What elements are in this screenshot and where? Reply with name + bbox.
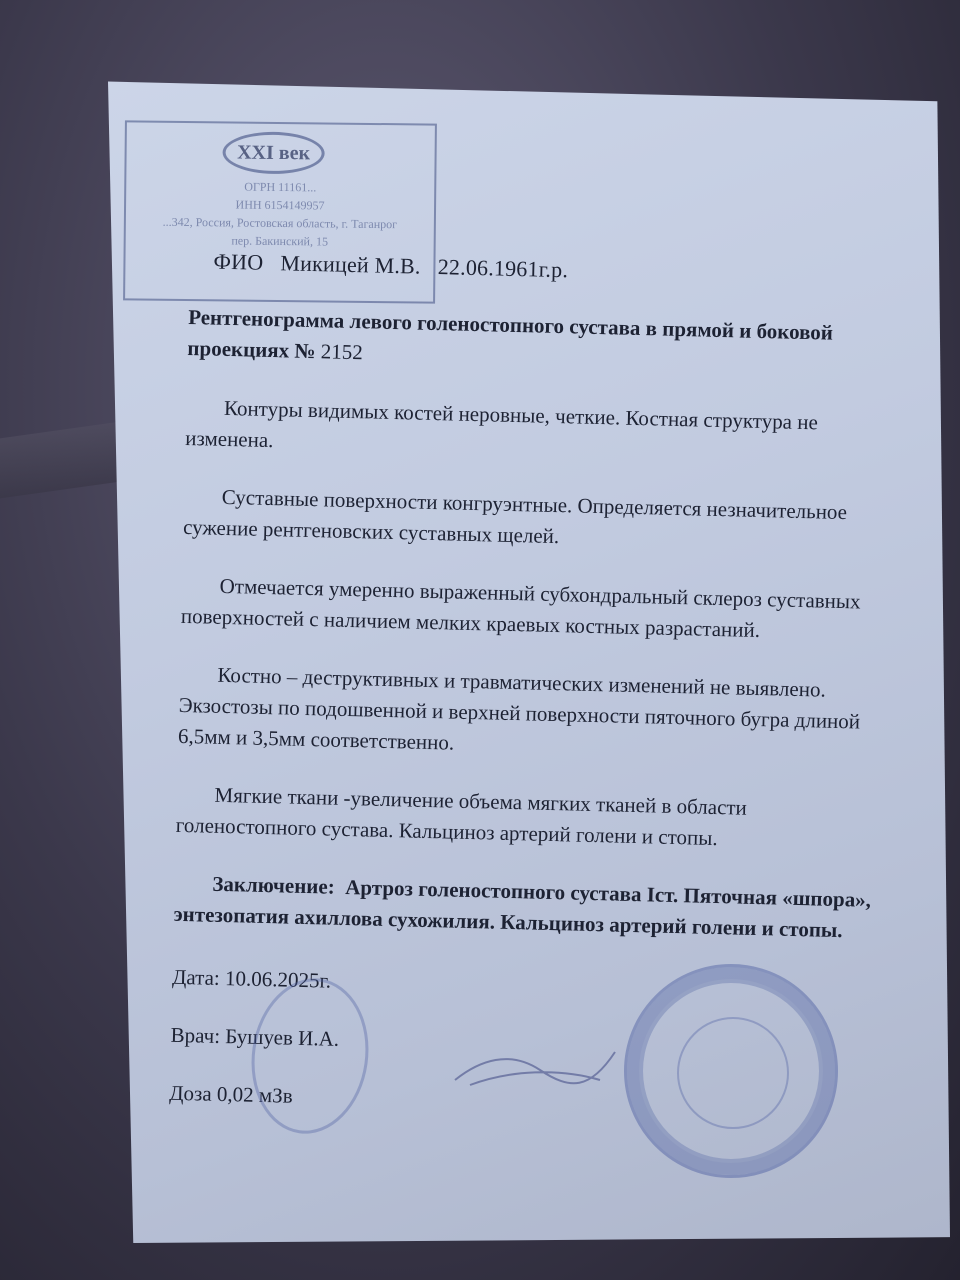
doctor-signature xyxy=(450,1040,620,1100)
stamp-line: пер. Бакинский, 15 xyxy=(231,233,329,249)
conclusion-label: Заключение: xyxy=(212,871,336,899)
conclusion xyxy=(173,868,874,947)
stamp-line: ...342, Россия, Ростовская область, г. Таганрог xyxy=(162,214,398,232)
patient-name: Микицей М.В. xyxy=(280,250,421,279)
study-title xyxy=(187,302,888,381)
finding-paragraph: Отмечается умеренно выраженный субхондральный склероз суставных поверхностей с наличием мелких краевых костных разрастаний. xyxy=(180,573,861,643)
stamp-line: ОГРН 11161... xyxy=(244,179,317,195)
patient-birth-date: 22.06.1961г.р. xyxy=(437,254,569,283)
finding-paragraph: Контуры видимых костей неровные, четкие. Костная структура не изменена. xyxy=(184,395,819,453)
finding-paragraph: Суставные поверхности конгруэнтные. Определяется незначительное сужение рентгеновских суставных щелей. xyxy=(182,484,848,549)
finding-paragraph: Костно – деструктивных и травматических изменений не выявлено. Экзостозы по подошвенной и верхней поверхности пяточного бугра длиной 6,5мм и 3,5мм соответственно. xyxy=(177,662,861,755)
stamp-emblem xyxy=(677,1017,789,1129)
radiation-dose: Доза 0,02 мЗв xyxy=(168,1080,293,1108)
report-date: Дата: 10.06.2025г. xyxy=(171,964,332,993)
clinic-round-stamp xyxy=(624,964,838,1178)
study-number: 2152 xyxy=(320,339,364,365)
conclusion-text: Артроз голеностопного сустава Iст. Пяточная «шпора», энтезопатия ахиллова сухожилия. Кальциноз артерий голени и стопы. xyxy=(173,874,872,943)
fio-label: ФИО xyxy=(213,248,264,275)
study-title-text: Рентгенограмма левого голеностопного сустава в прямой и боковой проекциях № xyxy=(187,304,834,364)
report-doctor: Врач: Бушуев И.А. xyxy=(170,1022,340,1051)
clinic-logo: XXI век xyxy=(222,131,324,174)
stamp-line: ИНН 6154149957 xyxy=(235,197,325,213)
finding-paragraph: Мягкие ткани -увеличение объема мягких тканей в области голеностопного сустава. Кальциноз артерий голени и стопы. xyxy=(175,782,748,851)
background-fabric-fold xyxy=(0,422,120,499)
